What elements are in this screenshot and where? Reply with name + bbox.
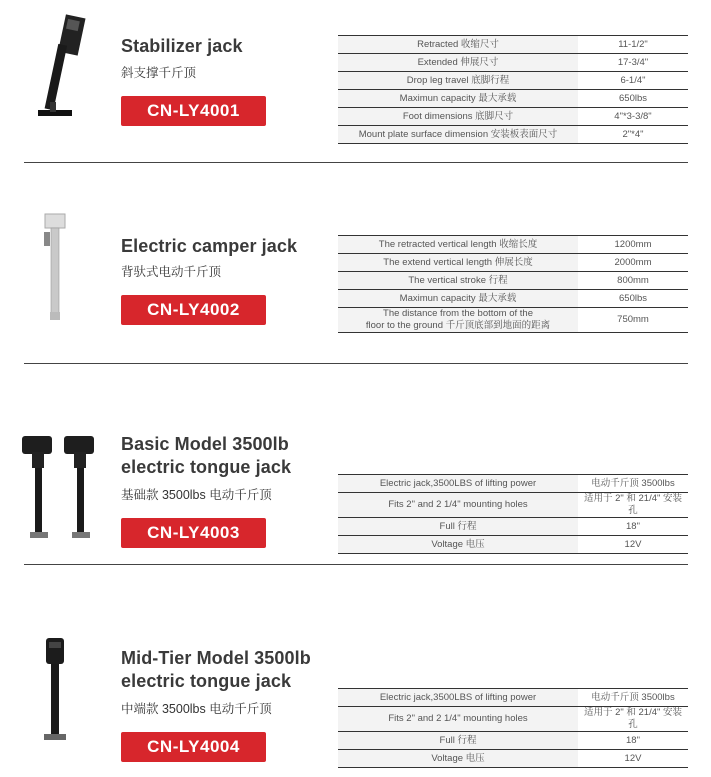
spec-value: 2000mm (578, 254, 688, 272)
spec-label-line1: The distance from the bottom of the (383, 308, 533, 319)
spec-label (338, 308, 578, 333)
product-title-line2: electric tongue jack (121, 671, 292, 691)
electric-camper-jack-image (40, 212, 70, 324)
spec-label: The vertical stroke 行程 (338, 272, 578, 290)
product-subtitle: 中端款 3500lbs 电动千斤顶 (121, 702, 272, 716)
mid-tier-tongue-jack-image (36, 636, 76, 746)
spec-label: Maximun capacity 最大承载 (338, 90, 578, 108)
stabilizer-jack-image (28, 14, 98, 126)
spec-table (338, 35, 688, 144)
spec-value: 750mm (578, 308, 688, 333)
spec-value: 6-1/4" (578, 72, 688, 90)
spec-label: Foot dimensions 底脚尺寸 (338, 108, 578, 126)
table-row (338, 475, 688, 493)
spec-label: Retracted 收缩尺寸 (338, 36, 578, 54)
product-code-badge: CN-LY4001 (121, 96, 266, 126)
table-row (338, 493, 688, 518)
spec-value: 2"*4" (578, 126, 688, 144)
spec-value: 4"*3-3/8" (578, 108, 688, 126)
product-title (121, 647, 311, 693)
spec-value: 1200mm (578, 236, 688, 254)
product-title: Stabilizer jack (121, 36, 243, 56)
spec-label: Electric jack,3500LBS of lifting power (338, 475, 578, 493)
product-title-line2: electric tongue jack (121, 457, 292, 477)
spec-label: Full 行程 (338, 518, 578, 536)
table-row (338, 126, 688, 144)
table-row (338, 72, 688, 90)
spec-value: 800mm (578, 272, 688, 290)
table-row (338, 54, 688, 72)
spec-value: 650lbs (578, 90, 688, 108)
spec-value: 11-1/2" (578, 36, 688, 54)
product-subtitle: 背驮式电动千斤顶 (121, 265, 222, 279)
spec-label: Maximun capacity 最大承载 (338, 290, 578, 308)
spec-value: 电动千斤顶 3500lbs (578, 689, 688, 707)
table-row (338, 536, 688, 554)
product-subtitle: 基础款 3500lbs 电动千斤顶 (121, 488, 272, 502)
spec-value: 适用于 2" 和 21/4" 安装孔 (578, 707, 688, 732)
product-title: Electric camper jack (121, 236, 298, 256)
spec-value: 适用于 2" 和 21/4" 安装孔 (578, 493, 688, 518)
section-divider (24, 162, 688, 163)
spec-table (338, 235, 688, 333)
spec-label: Mount plate surface dimension 安装板表面尺寸 (338, 126, 578, 144)
table-row (338, 707, 688, 732)
table-row (338, 518, 688, 536)
product-code-badge: CN-LY4002 (121, 295, 266, 325)
table-row (338, 750, 688, 768)
spec-value: 650lbs (578, 290, 688, 308)
spec-value: 12V (578, 536, 688, 554)
section-divider (24, 564, 688, 565)
table-row (338, 290, 688, 308)
table-row (338, 689, 688, 707)
spec-label: Voltage 电压 (338, 536, 578, 554)
spec-label: Drop leg travel 底脚行程 (338, 72, 578, 90)
spec-label: Voltage 电压 (338, 750, 578, 768)
table-row (338, 36, 688, 54)
table-row (338, 308, 688, 333)
product-subtitle: 斜支撑千斤顶 (121, 66, 197, 80)
product-code-badge: CN-LY4003 (121, 518, 266, 548)
spec-value: 17-3/4" (578, 54, 688, 72)
spec-label: Fits 2" and 2 1/4" mounting holes (338, 707, 578, 732)
spec-value: 18" (578, 732, 688, 750)
table-row (338, 254, 688, 272)
spec-value: 12V (578, 750, 688, 768)
table-row (338, 90, 688, 108)
table-row (338, 272, 688, 290)
table-row (338, 236, 688, 254)
basic-tongue-jack-image (18, 434, 100, 544)
spec-table (338, 688, 688, 768)
table-row (338, 732, 688, 750)
spec-label: The retracted vertical length 收缩长度 (338, 236, 578, 254)
product-title-line1: Mid-Tier Model 3500lb (121, 648, 311, 668)
spec-label: Electric jack,3500LBS of lifting power (338, 689, 578, 707)
spec-label: Extended 伸展尺寸 (338, 54, 578, 72)
product-title-line1: Basic Model 3500lb (121, 434, 289, 454)
table-row (338, 108, 688, 126)
spec-value: 电动千斤顶 3500lbs (578, 475, 688, 493)
spec-label: The extend vertical length 伸展长度 (338, 254, 578, 272)
spec-label-line2: floor to the ground 千斤顶底部到地面的距离 (365, 320, 551, 331)
spec-label: Full 行程 (338, 732, 578, 750)
spec-label: Fits 2" and 2 1/4" mounting holes (338, 493, 578, 518)
spec-table (338, 474, 688, 554)
product-title (121, 433, 291, 479)
section-divider (24, 363, 688, 364)
spec-value: 18" (578, 518, 688, 536)
product-code-badge: CN-LY4004 (121, 732, 266, 762)
